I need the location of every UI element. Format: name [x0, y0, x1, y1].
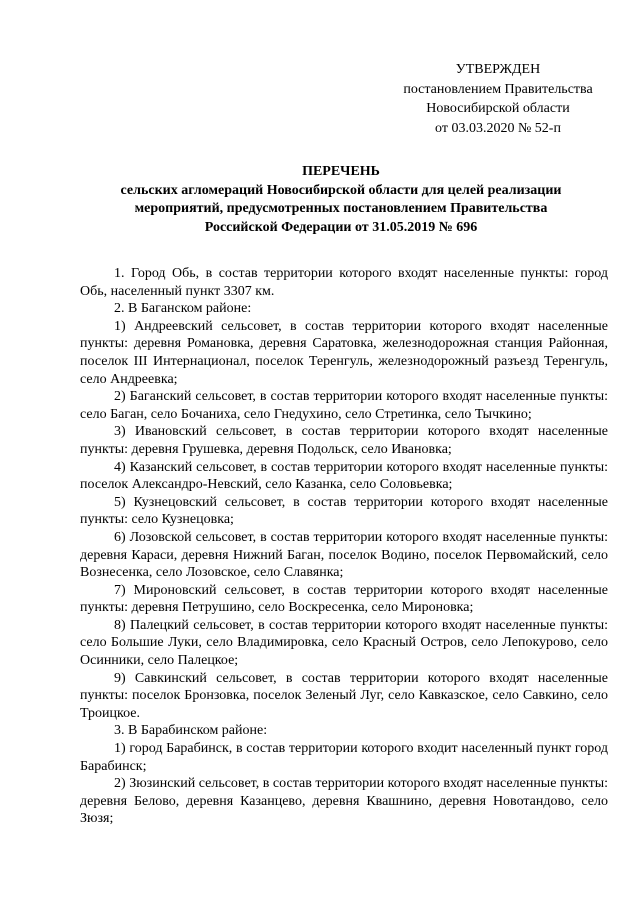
paragraph: 1. Город Обь, в состав территории которого входят населенные пункты: город Обь, населенный пункт 3307 км. [80, 266, 608, 299]
document-title [60, 163, 622, 237]
title-heading: ПЕРЕЧЕНЬ [302, 164, 380, 179]
approval-region: Новосибирской области [426, 101, 570, 116]
approval-stamp [388, 60, 608, 138]
approval-by-decree: постановлением Правительства [403, 81, 593, 97]
paragraph: 9) Савкинский сельсовет, в состав территории которого входят населенные пункты: поселок Бронзовка, поселок Зеленый Луг, село Кавказское, село Савкино, село Троицкое. [80, 670, 608, 721]
paragraph: 4) Казанский сельсовет, в состав территории которого входят населенные пункты: поселок Александро-Невский, село Казанка, село Соловьевка; [80, 459, 608, 493]
paragraph: 2. В Баганском районе: [114, 301, 252, 317]
title-line-4: Российской Федерации от 31.05.2019 № 696 [204, 219, 478, 235]
paragraph: 7) Мироновский сельсовет, в состав территории которого входят населенные пункты: деревня Петрушино, село Воскресенка, село Мироновка; [80, 582, 608, 616]
paragraph: 6) Лозовской сельсовет, в состав территории которого входят населенные пункты: деревня Караси, деревня Нижний Баган, поселок Водино, поселок Первомайский, село Вознесенка, село Лозовское, село Славянка; [80, 529, 608, 581]
paragraph: 2) Баганский сельсовет, в состав территории которого входят населенные пункты: село Баган, село Бочаниха, село Гнедухино, село Стретинка, село Тычкино; [80, 389, 608, 422]
paragraph: 5) Кузнецовский сельсовет, в состав территории которого входят населенные пункты: село Кузнецовка; [80, 494, 608, 528]
approval-approved: УТВЕРЖДЕН [455, 62, 541, 77]
paragraph: 1) Андреевский сельсовет, в состав территории которого входят населенные пункты: деревня Романовка, деревня Саратовка, железнодорожная станция Районная, поселок III Интернационал, поселок Теренгуль, железнодорожный разъезд Теренгуль, село Андреевка; [80, 318, 608, 387]
title-line-2: сельских агломераций Новосибирской области для целей реализации [120, 182, 562, 198]
paragraph: 8) Палецкий сельсовет, в состав территории которого входят населенные пункты: село Большие Луки, село Владимировка, село Красный Остров, село Лепокурово, село Осинники, село Палецкое; [80, 617, 608, 669]
paragraph: 1) город Барабинск, в состав территории которого входит населенный пункт город Барабинск; [80, 741, 608, 774]
approval-date-number: от 03.03.2020 № 52-п [435, 120, 561, 136]
document-body [80, 265, 608, 828]
paragraph: 3. В Барабинском районе: [114, 723, 268, 739]
paragraph: 2) Зюзинский сельсовет, в состав территории которого входят населенные пункты: деревня Белово, деревня Казанцево, деревня Квашнино, деревня Новотандово, село Зюзя; [80, 776, 608, 827]
paragraph: 3) Ивановский сельсовет, в состав территории которого входят населенные пункты: деревня Грушевка, деревня Подольск, село Ивановка; [80, 424, 608, 457]
title-line-3: мероприятий, предусмотренных постановлением Правительства [134, 201, 548, 216]
